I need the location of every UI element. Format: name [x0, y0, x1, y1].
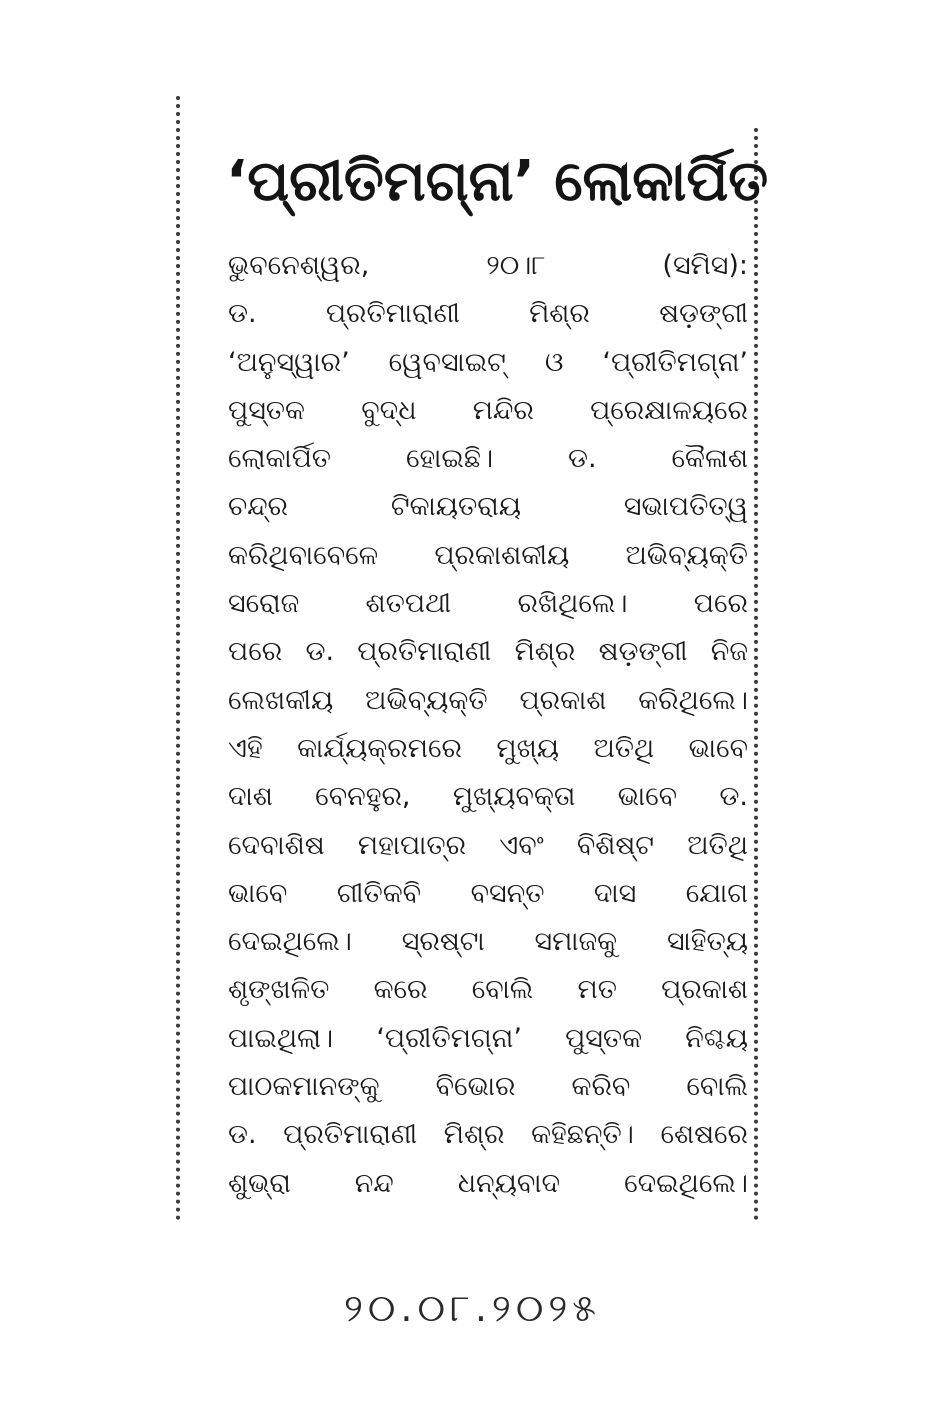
article-line: ଦେବାଶିଷ ମହାପାତ୍ର ଏବଂ ବିଶିଷ୍ଟ ଅତିଥି — [228, 829, 748, 861]
left-dotted-border — [176, 96, 180, 1221]
news-clipping — [176, 96, 769, 1221]
article-line: ଦାଶ ବେନହୁର, ମୁଖ୍ୟବକ୍ତା ଭାବେ ଡ. — [228, 781, 748, 813]
right-dotted-border — [754, 128, 758, 1221]
article-line: ଏହି କାର୍ଯ୍ୟକ୍ରମରେ ମୁଖ୍ୟ ଅତିଥି ଭାବେ — [228, 732, 748, 764]
article-line: ଚନ୍ଦ୍ର ଟିକାୟତରାୟ ସଭାପତିତ୍ୱ — [228, 491, 748, 523]
article-line: ପୁସ୍ତକ ବୁଦ୍ଧ ମନ୍ଦିର ପ୍ରେକ୍ଷାଳୟରେ — [228, 394, 748, 426]
article-body — [228, 242, 748, 1208]
article-line: ସରୋଜ ଶତପଥୀ ରଖିଥିଲେ। ପରେ — [228, 588, 748, 620]
article-line: ଶୃଙ୍ଖଳିତ କରେ ବୋଲି ମତ ପ୍ରକାଶ — [228, 974, 748, 1006]
publication-date: ୨୦.୦୮.୨୦୨୫ — [343, 1286, 601, 1330]
article-line: ‘ଅନୁସ୍ୱାର’ ୱେବସାଇଟ୍ ଓ ‘ପ୍ରୀତିମଗ୍ନା’ — [228, 346, 748, 378]
article-line: ଡ. ପ୍ରତିମାରାଣୀ ମିଶ୍ର କହିଛନ୍ତି। ଶେଷରେ — [228, 1119, 748, 1151]
article-line: ଭାବେ ଗୀତିକବି ବସନ୍ତ ଦାସ ଯୋଗ — [228, 877, 748, 909]
article-line: ଡ. ପ୍ରତିମାରାଣୀ ମିଶ୍ର ଷଡ଼ଙ୍ଗୀ — [228, 298, 748, 330]
article-headline: ‘ପ୍ରୀତିମଗ୍ନା’ ଲୋକାର୍ପିତ — [226, 149, 769, 214]
article-line: ଭୁବନେଶ୍ୱର, ୨୦।୮ (ସମିସ): — [228, 250, 748, 281]
article-line: ଲେଖକୀୟ ଅଭିବ୍ୟକ୍ତି ପ୍ରକାଶ କରିଥିଲେ। — [228, 684, 748, 716]
article-line: କରିଥିବାବେଳେ ପ୍ରକାଶକୀୟ ଅଭିବ୍ୟକ୍ତି — [228, 539, 748, 571]
article-line: ପାଇଥିଲା। ‘ପ୍ରୀତିମଗ୍ନା’ ପୁସ୍ତକ ନିଶ୍ଚୟ — [228, 1022, 748, 1054]
article-line: ଦେଇଥିଲେ। ସ୍ରଷ୍ଟା ସମାଜକୁ ସାହିତ୍ୟ — [228, 926, 748, 958]
article-line: ଶୁଭ୍ରା ନନ୍ଦ ଧନ୍ୟବାଦ ଦେଇଥିଲେ। — [228, 1167, 748, 1199]
article-line: ଲୋକାର୍ପିତ ହୋଇଛି। ଡ. କୈଳାଶ — [228, 443, 748, 475]
article-line: ପାଠକମାନଙ୍କୁ ବିଭୋର କରିବ ବୋଲି — [228, 1071, 748, 1103]
article-line: ପରେ ଡ. ପ୍ରତିମାରାଣୀ ମିଶ୍ର ଷଡ଼ଙ୍ଗୀ ନିଜ — [228, 636, 748, 668]
